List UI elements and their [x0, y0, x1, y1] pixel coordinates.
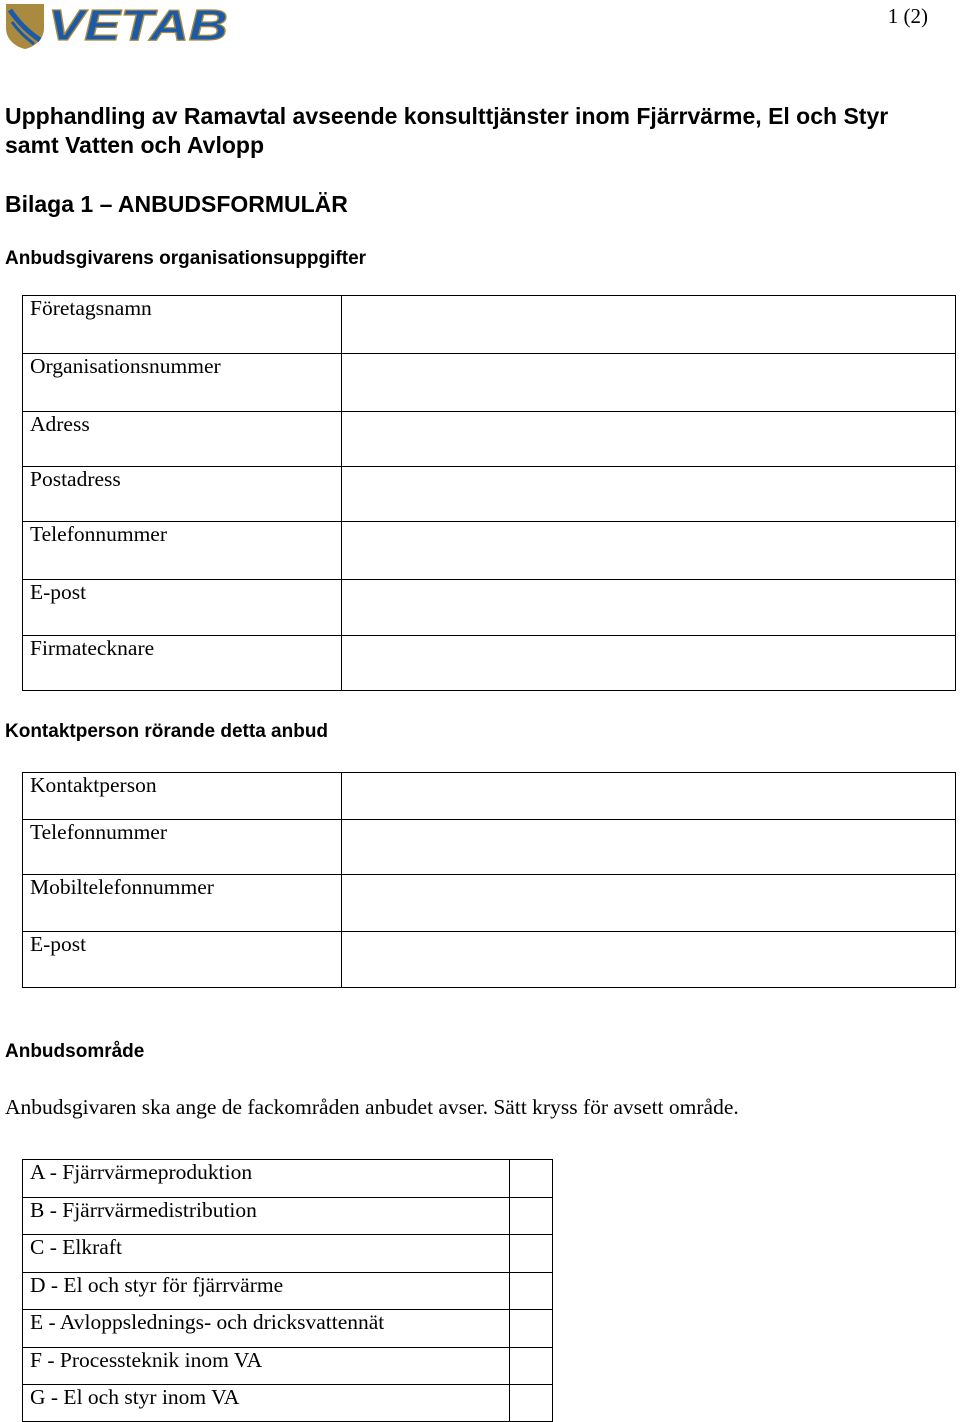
email-field[interactable] [342, 580, 956, 636]
field-label: Adress [23, 412, 342, 467]
table-row [23, 1160, 553, 1198]
area-b-checkbox[interactable] [510, 1198, 553, 1235]
table-row [23, 875, 956, 932]
field-label: Kontaktperson [23, 773, 342, 820]
organisation-table [22, 295, 956, 691]
page-number: 1 (2) [887, 4, 928, 28]
table-row [23, 467, 956, 522]
table-row [23, 296, 956, 354]
vetab-logo [4, 2, 230, 50]
contact-table [22, 772, 956, 988]
contact-heading: Kontaktperson rörande detta anbud [5, 721, 329, 742]
contact-person-field[interactable] [342, 773, 956, 820]
field-label: Organisationsnummer [23, 354, 342, 412]
table-row [23, 820, 956, 875]
field-label: E-post [23, 932, 342, 988]
logo-wordmark: VETAB [48, 2, 228, 50]
table-row [23, 636, 956, 691]
company-name-field[interactable] [342, 296, 956, 354]
table-row [23, 1385, 553, 1422]
phone-field[interactable] [342, 522, 956, 580]
organisation-heading: Anbudsgivarens organisationsuppgifter [5, 248, 367, 269]
area-d-checkbox[interactable] [510, 1273, 553, 1310]
areas-table [22, 1159, 553, 1422]
area-label: B - Fjärrvärmedistribution [23, 1198, 510, 1235]
field-label: Firmatecknare [23, 636, 342, 691]
area-label: A - Fjärrvärmeproduktion [23, 1160, 510, 1198]
area-f-checkbox[interactable] [510, 1348, 553, 1385]
contact-mobile-field[interactable] [342, 875, 956, 932]
area-g-checkbox[interactable] [510, 1385, 553, 1422]
area-label: G - El och styr inom VA [23, 1385, 510, 1422]
contact-phone-field[interactable] [342, 820, 956, 875]
areas-instruction: Anbudsgivaren ska ange de fackområden anbudet avser. Sätt kryss för avsett område. [5, 1095, 739, 1119]
field-label: Postadress [23, 467, 342, 522]
area-label: F - Processteknik inom VA [23, 1348, 510, 1385]
table-row [23, 412, 956, 467]
area-c-checkbox[interactable] [510, 1235, 553, 1273]
table-row [23, 580, 956, 636]
table-row [23, 1310, 553, 1348]
org-number-field[interactable] [342, 354, 956, 412]
document-subtitle: Bilaga 1 – ANBUDSFORMULÄR [5, 191, 348, 217]
table-row [23, 1273, 553, 1310]
area-a-checkbox[interactable] [510, 1160, 553, 1198]
table-row [23, 1198, 553, 1235]
area-label: D - El och styr för fjärrvärme [23, 1273, 510, 1310]
field-label: Mobiltelefonnummer [23, 875, 342, 932]
document-title: Upphandling av Ramavtal avseende konsulttjänster inom Fjärrvärme, El och Styr samt Vatten och Avlopp [5, 103, 889, 158]
field-label: Företagsnamn [23, 296, 342, 354]
area-label: E - Avloppslednings- och dricksvattennät [23, 1310, 510, 1348]
areas-heading: Anbudsområde [5, 1041, 145, 1062]
table-row [23, 522, 956, 580]
table-row [23, 773, 956, 820]
field-label: E-post [23, 580, 342, 636]
area-label: C - Elkraft [23, 1235, 510, 1273]
field-label: Telefonnummer [23, 820, 342, 875]
address-field[interactable] [342, 412, 956, 467]
table-row [23, 1348, 553, 1385]
table-row [23, 932, 956, 988]
postal-address-field[interactable] [342, 467, 956, 522]
contact-email-field[interactable] [342, 932, 956, 988]
table-row [23, 1235, 553, 1273]
area-e-checkbox[interactable] [510, 1310, 553, 1348]
table-row [23, 354, 956, 412]
field-label: Telefonnummer [23, 522, 342, 580]
signatory-field[interactable] [342, 636, 956, 691]
